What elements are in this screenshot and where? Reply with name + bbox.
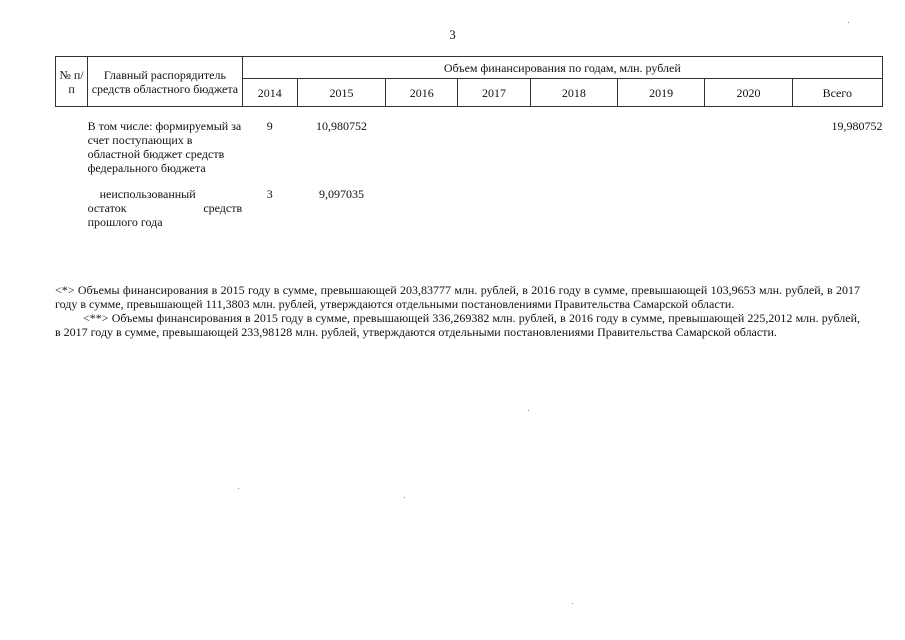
page-number: 3	[449, 27, 456, 42]
cell-2015: 10,980752	[316, 119, 367, 133]
table-row	[56, 119, 883, 175]
header-year-2017: 2017	[458, 79, 530, 107]
row-name	[88, 187, 243, 229]
cell-2018	[530, 119, 617, 175]
row-name-line: средств	[203, 201, 243, 215]
header-total: Всего	[792, 79, 882, 107]
cell-2018	[530, 187, 617, 229]
table-row	[56, 187, 883, 229]
cell-2017	[458, 119, 530, 175]
footnote-1: <*> Объемы финансирования в 2015 году в сумме, превышающей 203,83777 млн. рублей, в 2016 году в сумме, превышающей 103,9653 млн. рублей, в 2017 году в сумме, превышающей 111,3803 млн. рублей, утверждаются отдельными постановлениями Правительства Самарской области.	[55, 283, 860, 311]
row-name-line: прошлого года	[87, 215, 163, 229]
row-name-line: неиспользованный	[99, 187, 196, 201]
header-year-2014: 2014	[242, 79, 297, 107]
cell-2019	[617, 187, 704, 229]
cell-total	[792, 187, 882, 229]
scan-speck	[848, 22, 849, 23]
cell-2016	[386, 187, 458, 229]
cell-2017	[458, 187, 530, 229]
cell-2020	[705, 119, 792, 175]
cell-2014: 3	[266, 187, 273, 201]
header-year-2020: 2020	[705, 79, 792, 107]
scan-speck	[528, 410, 529, 411]
footnotes	[55, 283, 860, 339]
header-year-2018: 2018	[530, 79, 617, 107]
row-name-line: остаток	[87, 201, 127, 215]
header-name: Главный распорядитель средств областного бюджета	[88, 57, 243, 107]
cell-2020	[705, 187, 792, 229]
scan-speck	[572, 603, 573, 604]
header-year-2015: 2015	[297, 79, 385, 107]
cell-2014: 9	[266, 119, 273, 133]
scan-speck	[238, 488, 239, 489]
header-funding: Объем финансирования по годам, млн. рублей	[242, 57, 882, 79]
cell-total: 19,980752	[831, 119, 883, 133]
financing-table	[55, 56, 883, 229]
header-year-2019: 2019	[617, 79, 704, 107]
cell-2019	[617, 119, 704, 175]
cell-2016	[386, 119, 458, 175]
header-num: № п/п	[56, 57, 88, 107]
row-name: В том числе: формируемый за счет поступающих в областной бюджет средств федерального бюджета	[87, 119, 242, 175]
cell-2015: 9,097035	[319, 187, 364, 201]
header-year-2016: 2016	[386, 79, 458, 107]
footnote-2: <**> Объемы финансирования в 2015 году в сумме, превышающей 336,269382 млн. рублей, в 2016 году в сумме, превышающей 225,2012 млн. рублей, в 2017 году в сумме, превышающей 233,98128 млн. рублей, утверждаются отдельными постановлениями Правительства Самарской области.	[55, 311, 860, 339]
scan-speck	[404, 497, 405, 498]
